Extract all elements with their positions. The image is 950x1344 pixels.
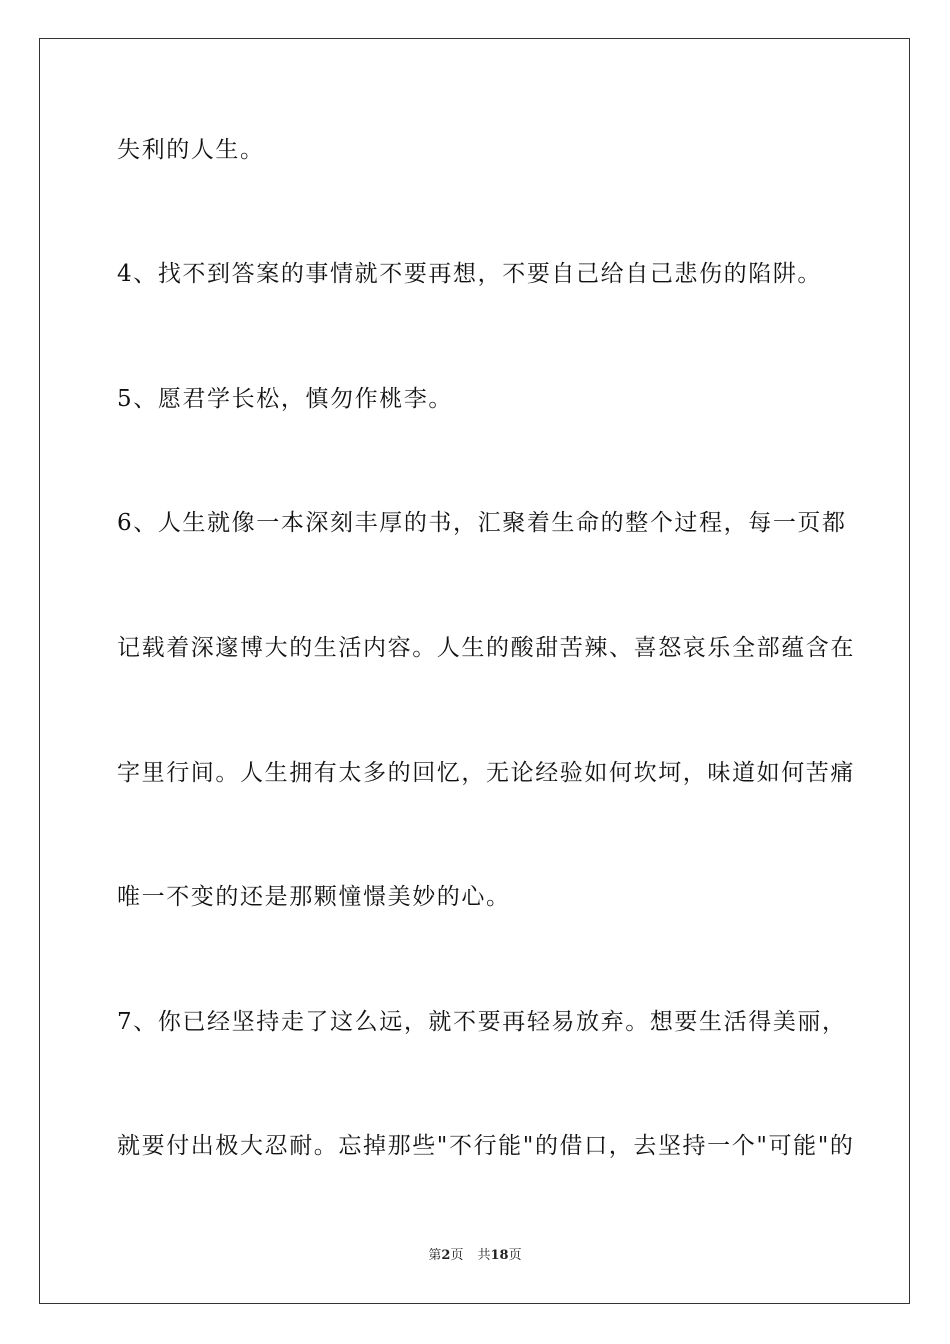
text-line: 失利的人生。 [117, 137, 265, 163]
text-line: 字里行间。人生拥有太多的回忆，无论经验如何坎坷，味道如何苦痛 [117, 760, 855, 786]
page-number: 2 [441, 1248, 451, 1263]
page-frame [39, 38, 910, 1304]
page-prefix: 第 [428, 1248, 442, 1263]
page-footer [0, 1247, 950, 1265]
text-line: 唯一不变的还是那颗憧憬美妙的心。 [117, 884, 511, 910]
text-line: 4、找不到答案的事情就不要再想，不要自己给自己悲伤的陷阱。 [117, 261, 823, 287]
text-line: 5、愿君学长松，慎勿作桃李。 [117, 386, 454, 412]
text-line: 7、你已经坚持走了这么远，就不要再轻易放弃。想要生活得美丽， [117, 1009, 847, 1035]
page-suffix: 页 [450, 1248, 464, 1263]
text-line: 记载着深邃博大的生活内容。人生的酸甜苦辣、喜怒哀乐全部蕴含在 [117, 635, 855, 661]
total-prefix: 共 [477, 1248, 491, 1263]
total-pages: 18 [490, 1248, 509, 1263]
text-line: 就要付出极大忍耐。忘掉那些"不行能"的借口，去坚持一个"可能"的 [117, 1133, 855, 1159]
total-suffix: 页 [508, 1248, 522, 1263]
text-line: 6、人生就像一本深刻丰厚的书，汇聚着生命的整个过程，每一页都 [117, 510, 847, 536]
